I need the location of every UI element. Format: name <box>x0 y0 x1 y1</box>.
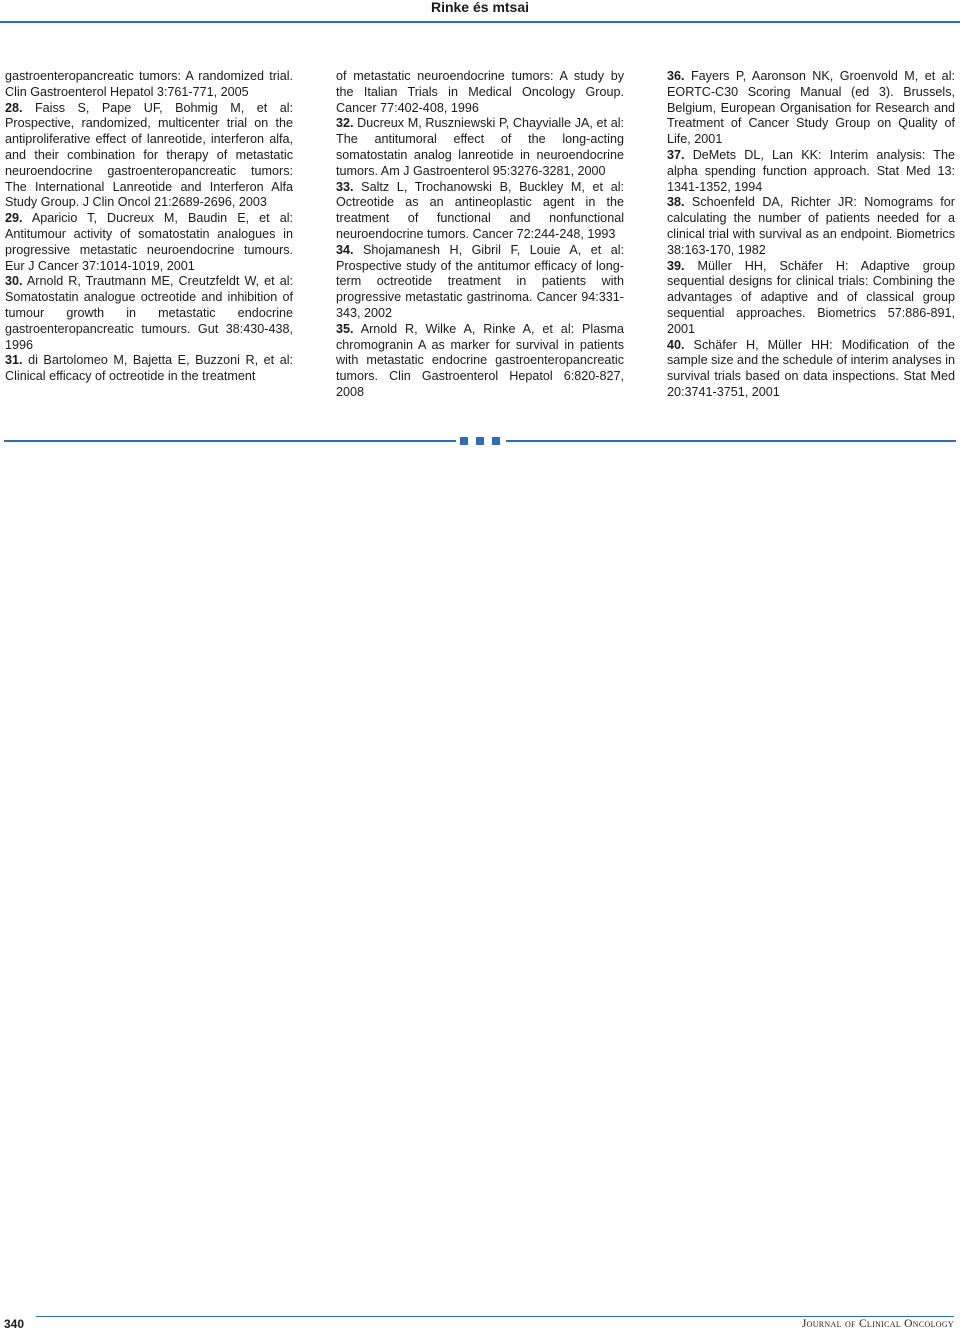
reference-entry <box>336 322 624 401</box>
reference-number: 38. <box>667 195 685 210</box>
reference-number: 31. <box>5 353 23 368</box>
reference-column-1 <box>5 69 293 385</box>
reference-number: 29. <box>5 211 23 226</box>
reference-number: 34. <box>336 242 354 257</box>
reference-entry <box>667 195 955 258</box>
reference-text: Ducreux M, Ruszniewski P, Chayvialle JA, et al: The antitumoral effect of the long-acting somatostatin analog lanreotide in neuroendocrine tumors. Am J Gastroenterol 95:3276-3281, 2000 <box>336 116 624 178</box>
page-number: 340 <box>4 1317 25 1331</box>
reference-entry <box>5 353 293 385</box>
reference-text: Arnold R, Trautmann ME, Creutzfeldt W, et al: Somatostatin analogue octreotide and inhibition of tumour growth in metastatic endocrine gastroenteropancreatic tumours. Gut 38:430-438, 1996 <box>5 274 293 352</box>
reference-text: Schoenfeld DA, Richter JR: Nomograms for calculating the number of patients needed for a clinical trial with survival as an endpoint. Biometrics 38:163-170, 1982 <box>667 195 955 257</box>
reference-text: gastroenteropancreatic tumors: A randomized trial. Clin Gastroenterol Hepatol 3:761-771, 2005 <box>5 69 293 99</box>
reference-text: Faiss S, Pape UF, Bohmig M, et al: Prospective, randomized, multicenter trial on the antiproliferative effect of lanreotide, interferon alfa, and their combination for therapy of metastatic neuroendocrine gastroenteropancreatic tumors: The International Lanreotide and Interferon Alfa Study Group. J Clin Oncol 21:2689-2696, 2003 <box>5 100 293 210</box>
reference-entry <box>667 338 955 401</box>
reference-entry <box>667 148 955 195</box>
reference-text: Müller HH, Schäfer H: Adaptive group sequential designs for clinical trials: Combining the advantages of adaptive and of classical group sequential approaches. Biometrics 57:886-891, 2001 <box>667 258 955 336</box>
reference-text: Aparicio T, Ducreux M, Baudin E, et al: Antitumour activity of somatostatin analogues in progressive metastatic neuroendocrine tumours. Eur J Cancer 37:1014-1019, 2001 <box>5 211 293 273</box>
reference-entry <box>336 180 624 243</box>
reference-entry <box>667 69 955 148</box>
reference-entry <box>5 101 293 212</box>
reference-column-2 <box>336 69 624 401</box>
footer-rule <box>36 1316 954 1317</box>
separator-line-left <box>4 440 456 442</box>
section-separator <box>4 437 956 447</box>
reference-number: 32. <box>336 116 354 131</box>
reference-number: 37. <box>667 147 685 162</box>
header-rule <box>0 21 960 23</box>
reference-number: 36. <box>667 69 685 83</box>
running-head: Rinke és mtsai <box>430 0 530 15</box>
journal-title: Journal of Clinical Oncology <box>801 1318 954 1330</box>
reference-text: DeMets DL, Lan KK: Interim analysis: The alpha spending function approach. Stat Med 13: 1341-1352, 1994 <box>667 147 955 194</box>
reference-text: Shojamanesh H, Gibril F, Louie A, et al: Prospective study of the antitumor efficacy of long-term octreotide treatment in patients with progressive metastatic gastrinoma. Cancer 94:331-343, 2002 <box>336 242 624 320</box>
reference-column-3 <box>667 69 955 401</box>
reference-text: Fayers P, Aaronson NK, Groenvold M, et al: EORTC-C30 Scoring Manual (ed 3). Brussels, Belgium, European Organisation for Research and Treatment of Cancer Study Group on Quality of Life, 2001 <box>667 69 955 147</box>
reference-entry <box>5 211 293 274</box>
reference-text: of metastatic neuroendocrine tumors: A study by the Italian Trials in Medical Oncology Group. Cancer 77:402-408, 1996 <box>336 69 624 115</box>
separator-square-icon <box>492 437 500 445</box>
reference-number: 30. <box>5 274 23 289</box>
reference-text: Schäfer H, Müller HH: Modification of the sample size and the schedule of interim analyses in survival trials based on data inspections. Stat Med 20:3741-3751, 2001 <box>667 337 955 399</box>
reference-entry <box>336 69 624 116</box>
reference-number: 35. <box>336 321 354 336</box>
reference-text: Arnold R, Wilke A, Rinke A, et al: Plasma chromogranin A as marker for survival in patients with metastatic endocrine gastroenteropancreatic tumors. Clin Gastroenterol Hepatol 6:820-827, 2008 <box>336 321 624 399</box>
reference-entry <box>5 274 293 353</box>
reference-number: 28. <box>5 100 23 115</box>
reference-text: Saltz L, Trochanowski B, Buckley M, et al: Octreotide as an antineoplastic agent in the treatment of functional and nonfunctional neuroendocrine tumors. Cancer 72:244-248, 1993 <box>336 179 624 241</box>
reference-entry <box>336 116 624 179</box>
reference-text: di Bartolomeo M, Bajetta E, Buzzoni R, et al: Clinical efficacy of octreotide in the treatment <box>5 353 293 384</box>
reference-entry <box>5 69 293 101</box>
separator-square-icon <box>460 437 468 445</box>
reference-entry <box>336 243 624 322</box>
reference-number: 33. <box>336 179 354 194</box>
separator-line-right <box>506 440 956 442</box>
separator-square-icon <box>476 437 484 445</box>
reference-entry <box>667 259 955 338</box>
reference-number: 39. <box>667 258 685 273</box>
reference-number: 40. <box>667 337 685 352</box>
